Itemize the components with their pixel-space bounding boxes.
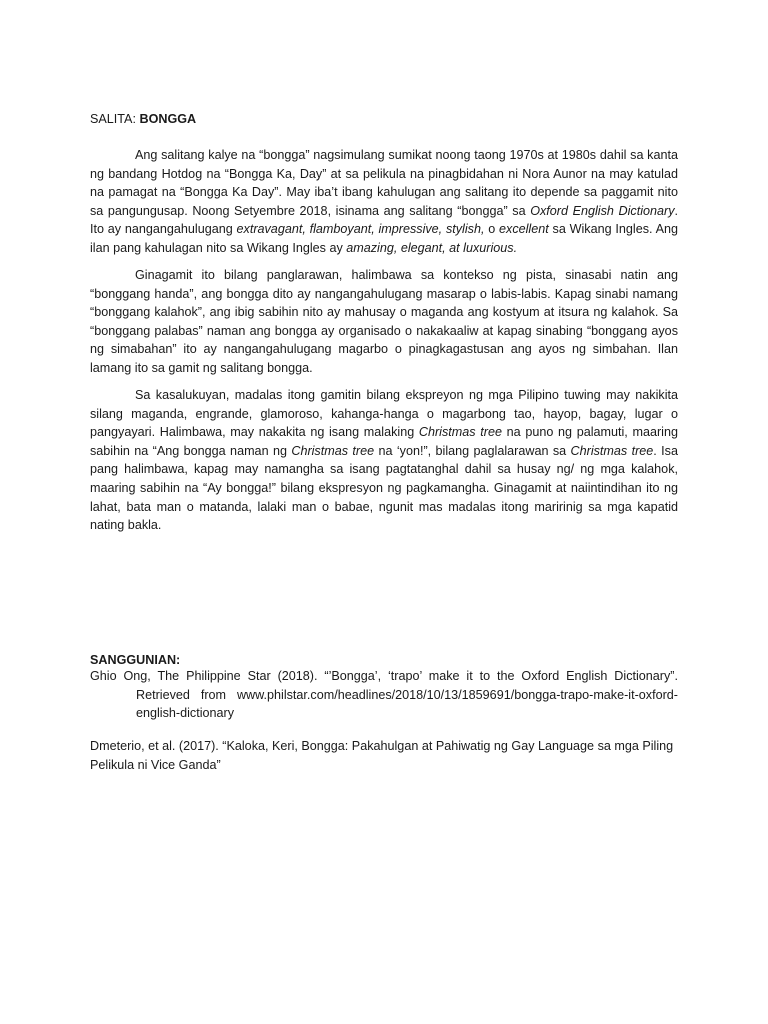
- paragraph-3-text: na puno ng palamuti, maaring sabihin na “Ang bongga naman ng: [90, 425, 678, 458]
- paragraph-3: [90, 386, 678, 535]
- paragraph-3-text: na ‘yon!”, bilang paglalarawan sa: [374, 443, 571, 458]
- paragraph-1-text: sa Wikang Ingles. Ang ilan pang kahulagan nito sa Wikang Ingles ay: [90, 222, 678, 255]
- reference-entry-2: Dmeterio, et al. (2017). “Kaloka, Keri, Bongga: Pakahulgan at Pahiwatig ng Gay Language sa mga Piling Pelikula ni Vice Ganda”: [90, 739, 674, 772]
- paragraph-3-text: Sa kasalukuyan, madalas itong gamitin bilang ekspreyon ng mga Pilipino tuwing may nakikita silang maganda, engrande, glamoroso, kahanga-hanga o magarbong tao, hayop, bagay, lugar o pangyayari. Halimbawa, may nakakita ng isang malaking: [90, 388, 678, 440]
- paragraph-1-italic: excellent: [499, 222, 549, 237]
- paragraph-1-text: Ang salitang kalye na “bongga” nagsimulang sumikat noong taong 1970s at 1980s dahil sa kanta ng bandang Hotdog na “Bongga Ka, Day” at sa pelikula na pinagbidahan ni Nora Aunor na may katulad na pamagat na “Bongga Ka Day”. May iba’t ibang kahulugan ang salitang ito depende sa paggamit nito sa pangungusap. Noong Setyembre 2018, isinama ang salitang “bongga” sa: [90, 148, 678, 218]
- paragraph-3-italic: Christmas tree: [570, 443, 654, 458]
- paragraph-3-italic: Christmas tree: [291, 443, 375, 458]
- heading-word: BONGGA: [139, 112, 197, 126]
- paragraph-1-italic: extravagant, flamboyant, impressive, stylish,: [236, 222, 485, 237]
- paragraph-1-italic: amazing, elegant, at luxurious.: [346, 240, 518, 255]
- page-heading: [90, 110, 678, 129]
- paragraph-1-text: o: [484, 222, 500, 237]
- reference-entry-1: Ghio Ong, The Philippine Star (2018). “’Bongga’, ‘trapo’ make it to the Oxford English Dictionary”. Retrieved from www.philstar.com/headlines/2018/10/13/1859691/bongga-trapo-make-it-oxford-english-dictionary: [90, 669, 678, 721]
- paragraph-3-text: . Isa pang halimbawa, kapag may namangha sa isang pagtatanghal dahil sa husay ng/ ng mga kalahok, maaring sabihin na “Ay bongga!” bilang ekspresyon ng pagkamangha. Ginagamit at naiintindihan ito ng lahat, bata man o matanda, lalaki man o babae, ngunit mas madalas itong maririnig sa mga kapatid nating bakla.: [90, 443, 678, 533]
- paragraph-2: Ginagamit ito bilang panglarawan, halimbawa sa kontekso ng pista, sinasabi natin ang “bonggang handa”, ang bongga dito ay nangangahulugang masarap o labis-labis. Kapag sinabi namang “bonggang kalahok”, ang ibig sabihin nito ay mahusay o maganda ang kostyum at itsura ng kalahok. Sa “bonggang palabas” naman ang bongga ay organisado o nakakaaliw at kapag sinabing “bonggang ayos ng simabahan” ito ay nangangahulugang magarbo o pinagkagastusan ang ayos ng simbahan. Ilan lamang ito sa gamit ng salitang bongga.: [90, 268, 678, 375]
- paragraph-3-italic: Christmas tree: [418, 425, 502, 440]
- references-heading: SANGGUNIAN:: [90, 653, 181, 667]
- paragraph-1: [90, 146, 678, 258]
- heading-label: SALITA:: [90, 112, 140, 126]
- paragraph-1-italic: Oxford English Dictionary: [530, 203, 675, 218]
- paragraph-1-text: . Ito ay nangangahulugang: [90, 203, 678, 237]
